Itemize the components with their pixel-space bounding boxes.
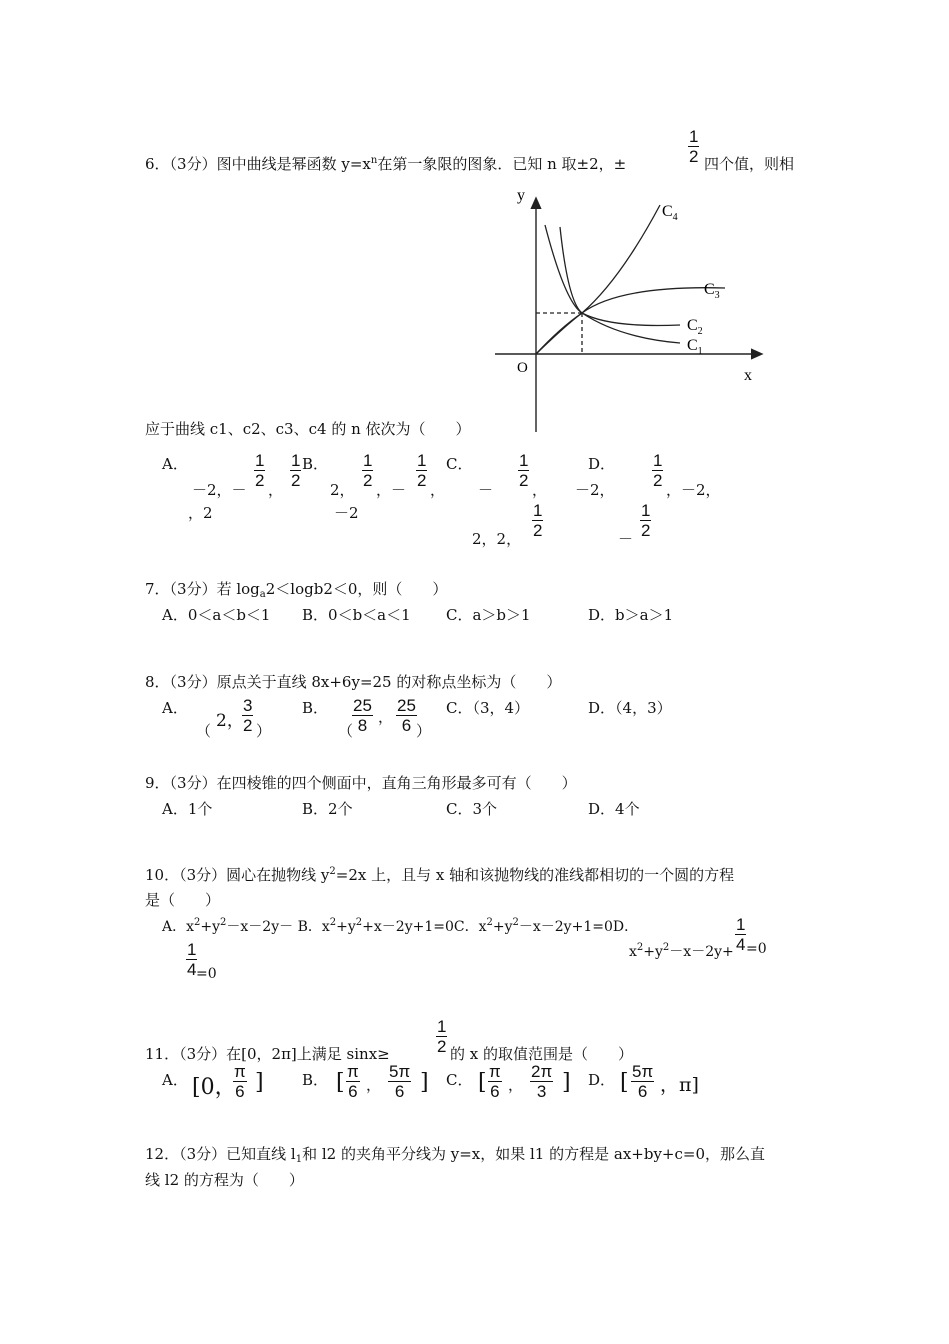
q12-stem-line1: 12．（3分）已知直线 $l_1$和 l2 的夹角平分线为 y=x，如果 l1 的方程是 ax+by+c=0，那么直 [145,1145,766,1165]
q11-option-c-open: [ [478,1070,487,1095]
q12-stem-line2: 线 l2 的方程为（ ） [145,1171,304,1189]
q11-option-b-frac2: 5π 6 [389,1062,411,1101]
q6-stem-tail: 四个值，则相 [704,155,795,173]
q6-option-b-text4: －2 [334,504,359,522]
q8-option-b-label: B． [302,699,329,717]
origin-label: O [517,360,528,376]
q11-stem-frac: 1 2 [437,1017,447,1056]
q11-option-b-frac1: π 6 [347,1062,359,1101]
q11-stem-b: 的 x 的取值范围是（ ） [450,1045,633,1063]
q8-option-b-comma: ， [378,708,394,726]
q8-option-d: D．（4，3） [588,699,672,717]
q7-option-a: A．0＜a＜b＜1 [162,606,271,624]
q6-option-c-text2: ， [532,481,548,499]
q8-option-c: C．（3，4） [446,699,530,717]
q11-option-b-open: [ [336,1070,345,1095]
q10-option-d-frac: 1 4 [736,915,746,954]
q7-option-d: D．b＞a＞1 [588,606,674,624]
q9-option-b: B．2个 [302,800,353,818]
q8-option-a-int: 2， [216,711,244,731]
q6-option-a-text2: ， [268,481,284,499]
q6-option-c-text1: － [478,481,494,499]
label-c2: $C_2$ [687,317,703,337]
q6-option-b-label: B． [302,455,329,473]
q11-option-d-tail: ，π] [660,1074,699,1096]
q9-stem: 9．（3分）在四棱锥的四个侧面中，直角三角形最多可有（ ） [145,774,577,792]
label-c4: $C_4$ [662,203,678,223]
q10-option-a-frac: 1 4 [187,940,197,979]
curve-c4 [536,205,660,354]
q6-option-b-text3: ， [430,481,446,499]
q6-option-b-text1: 2， [330,481,355,499]
q8-option-a-label: A． [162,699,188,717]
x-axis-label: x [744,367,752,384]
q6-option-b-frac1: 1 2 [363,451,373,490]
q10-option-d-expr: $x^2+y^2-x-2y+$ [629,942,734,960]
q11-option-a-close: ] [255,1070,264,1095]
q8-option-b-open: （ [338,722,354,740]
q10-option-a-tail: =0 [196,966,217,982]
q6-option-c-frac1: 1 2 [519,451,529,490]
q8-option-a-close: ） [256,722,272,740]
q11-option-b-comma: ， [366,1076,382,1094]
power-function-graph [490,180,770,435]
q6-option-d-text1: －2， [575,481,615,499]
q11-option-c-close: ] [562,1070,571,1095]
q6-option-a-label: A． [162,455,188,473]
q11-option-a-frac: π 6 [234,1062,246,1101]
q6-option-b-text2: ，－ [376,481,407,499]
q7-stem: 7．（3分）若 $\log_a2<\log b2<0$，则（ ） [145,580,448,600]
q11-option-b-label: B． [302,1071,329,1089]
q8-stem: 8．（3分）原点关于直线 8x+6y=25 的对称点坐标为（ ） [145,673,562,691]
q6-option-a-text1: －2，－ [192,481,247,499]
q6-option-d-label: D． [588,455,616,473]
q6-option-a-frac1: 1 2 [255,451,265,490]
q11-option-c-frac1: π 6 [489,1062,501,1101]
q11-option-a-label: A． [162,1071,188,1089]
q9-option-c: C．3个 [446,800,498,818]
q11-option-d-label: D． [588,1071,616,1089]
q11-option-c-comma: ， [508,1076,524,1094]
label-c1: $C_1$ [687,337,703,357]
q10-options-line: A．$x^2+y^2-x-2y- B$．$x^2+y^2+x-2y+1=0C$．$x^2+y^2-x-2y+1=0D$． [162,917,639,935]
q6-stem-line1: 6．（3分）图中曲线是幂函数 $y=x^n$在第一象限的图象．已知 n 取±2，± [145,155,627,173]
q6-option-d-frac1: 1 2 [653,451,663,490]
y-axis-label: y [517,187,525,204]
q8-option-b-frac2: 25 6 [397,696,416,735]
q6-stem-fraction: 1 2 [689,127,699,166]
q6-option-c-label: C． [446,455,473,473]
curve-c2 [560,227,680,326]
q11-option-b-close: ] [420,1070,429,1095]
q11-option-a-open: [0， [192,1075,237,1100]
q7-option-c: C．a＞b＞1 [446,606,531,624]
q6-option-c-frac2: 1 2 [533,501,543,540]
q10-stem-line1: 10．（3分）圆心在抛物线 $y^2=2x$ 上，且与 x 轴和该抛物线的准线都相切的一个圆的方程 [145,866,735,884]
q8-option-b-close: ） [416,722,432,740]
q8-option-b-frac1: 25 8 [353,696,372,735]
q6-option-a-frac2: 1 2 [291,451,301,490]
q6-stem-line2: 应于曲线 c1、c2、c3、c4 的 n 依次为（ ） [145,420,471,438]
q11-option-d-frac: 5π 6 [632,1062,654,1101]
q11-option-c-label: C． [446,1071,473,1089]
q8-option-a-frac: 3 2 [243,696,253,735]
q6-option-b-frac2: 1 2 [417,451,427,490]
q6-option-c-text3: 2，2， [472,530,522,548]
q8-option-a-open: （ [196,722,212,740]
q10-stem-line2: 是（ ） [145,891,221,909]
q6-option-d-frac2: 1 2 [641,501,651,540]
q10-option-d-tail: =0 [746,941,767,957]
q9-option-d: D．4个 [588,800,640,818]
q6-option-d-text3: － [618,530,634,548]
q11-stem-a: 11．（3分）在[0，2π]上满足 sinx≥ [145,1045,390,1063]
q7-option-b: B．0＜b＜a＜1 [302,606,411,624]
q9-option-a: A．1个 [162,800,213,818]
q6-option-a-text3: ，2 [188,504,213,522]
q11-option-d-open: [ [620,1070,629,1095]
label-c3: $C_3$ [704,281,720,301]
q11-option-c-frac2: 2π 3 [531,1062,553,1101]
q6-option-d-text2: ，－2， [666,481,721,499]
